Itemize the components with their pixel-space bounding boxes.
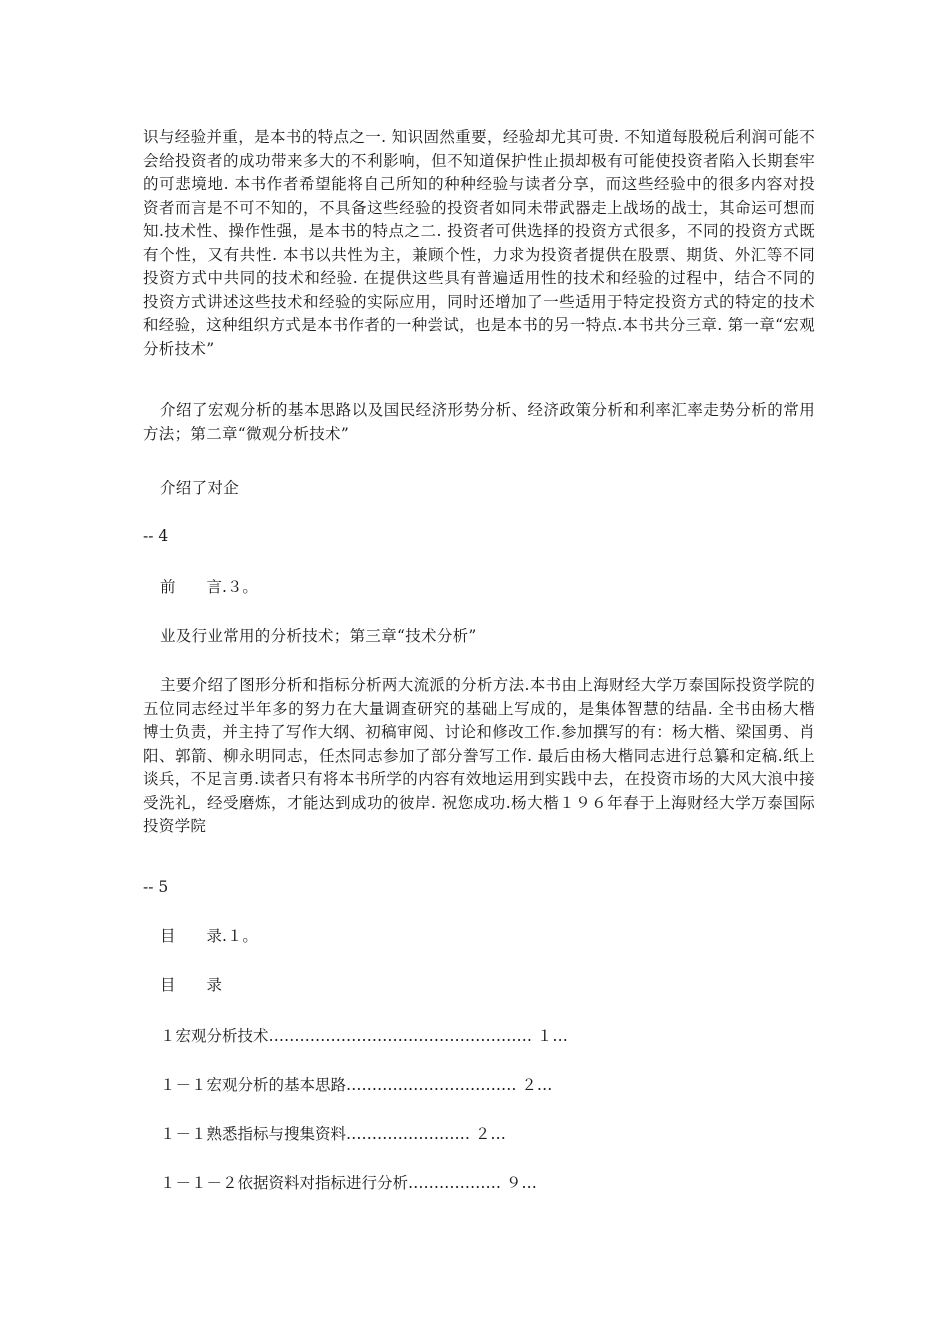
page-marker-5: -- 5 — [143, 878, 169, 896]
contents-header-2: 目 录 — [160, 976, 223, 994]
toc-entry: １－１－２依据资料对指标进行分析……………… ９… — [160, 1174, 537, 1192]
toc-entry: １－１熟悉指标与搜集资料…………………… ２… — [160, 1125, 506, 1143]
page-marker-4: -- 4 — [143, 527, 169, 545]
preface-paragraph-5: 主要介绍了图形分析和指标分析两大流派的分析方法.本书由上海财经大学万泰国际投资学院的五位同志经过半年多的努力在大量调查研究的基础上写成的，是集体智慧的结晶. 全书由杨大楷博士负责，并主持了写作大纲、初稿审阅、讨论和修改工作.参加撰写的有：杨大楷、梁国勇、肖阳、郭箭、柳永明同志，任杰同志参加了部分誊写工作. 最后由杨大楷同志进行总纂和定稿.纸上谈兵，不足言勇.读者只有将本书所学的内容有效地运用到实践中去，在投资市场的大风大浪中接受洗礼，经受磨炼，才能达到成功的彼岸. 祝您成功.杨大楷１９６年春于上海财经大学万泰国际投资学院 — [143, 676, 815, 835]
preface-header: 前 言.３。 — [160, 578, 258, 596]
toc-entry: １－１宏观分析的基本思路…………………………… ２… — [160, 1076, 553, 1094]
preface-paragraph-4: 业及行业常用的分析技术；第三章“技术分析” — [160, 627, 477, 645]
toc-entry: １宏观分析技术…………………………………………… １… — [160, 1027, 568, 1045]
preface-paragraph-2: 介绍了宏观分析的基本思路以及国民经济形势分析、经济政策分析和利率汇率走势分析的常用方法；第二章“微观分析技术” — [143, 401, 815, 443]
preface-paragraph-3: 介绍了对企 — [160, 479, 240, 497]
preface-paragraph-1: 识与经验并重，是本书的特点之一. 知识固然重要，经验却尤其可贵. 不知道每股税后利润可能不会给投资者的成功带来多大的不利影响，但不知道保护性止损却极有可能使投资者陷入长期套牢的可悲境地. 本书作者希望能将自己所知的种种经验与读者分享，而这些经验中的很多内容对投资者而言是不可不知的，不具备这些经验的投资者如同未带武器走上战场的战士，其命运可想而知.技术性、操作性强，是本书的特点之二. 投资者可供选择的投资方式很多，不同的投资方式既有个性，又有共性. 本书以共性为主，兼顾个性，力求为投资者提供在股票、期货、外汇等不同投资方式中共同的技术和经验. 在提供这些具有普遍适用性的技术和经验的过程中，结合不同的投资方式讲述这些技术和经验的实际应用，同时还增加了一些适用于特定投资方式的特定的技术和经验，这种组织方式是本书作者的一种尝试，也是本书的另一特点.本书共分三章. 第一章“宏观分析技术” — [143, 128, 815, 358]
contents-header-1: 目 录.１。 — [160, 927, 258, 945]
